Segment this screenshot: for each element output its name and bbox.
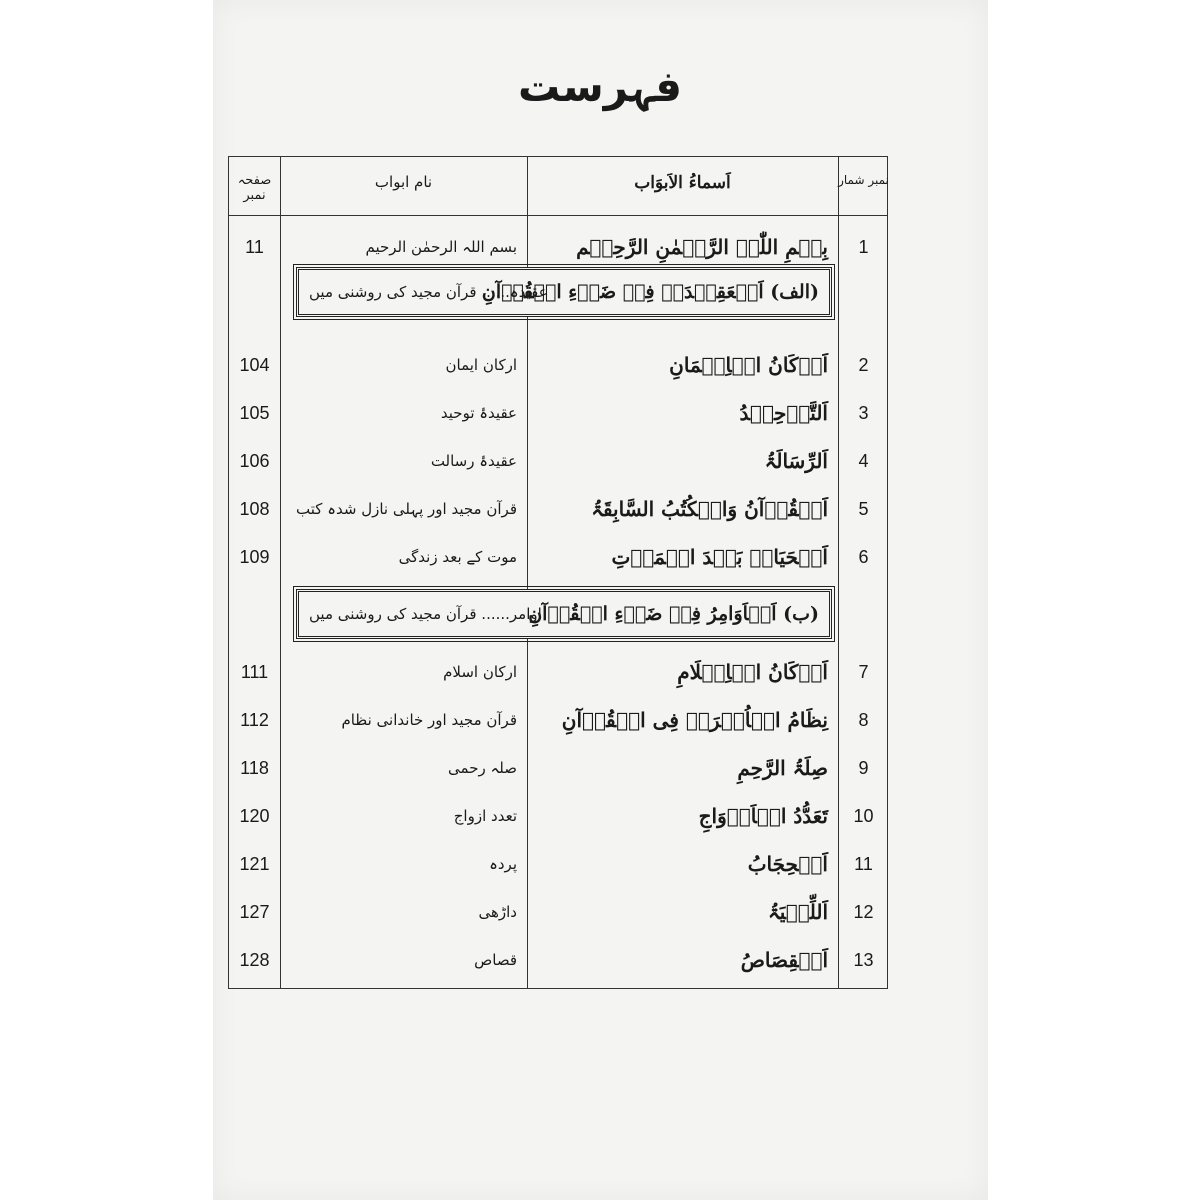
row-serial: 7 (858, 662, 869, 682)
row-arabic: اَلۡحَیَاۃُ بَعۡدَ الۡمَوۡتِ (611, 545, 828, 569)
table-row (229, 652, 887, 692)
section-urdu: اوامر...... قرآن مجید کی روشنی میں (309, 605, 542, 623)
section-heading-b (296, 589, 832, 639)
row-serial: 9 (858, 758, 869, 778)
table-row (229, 940, 887, 980)
table-row (229, 345, 887, 385)
row-page: 111 (240, 662, 269, 682)
row-urdu: ارکان اسلام (443, 663, 517, 681)
row-serial: 10 (853, 806, 874, 826)
row-page: 109 (239, 547, 270, 567)
row-urdu: تعدد ازواج (453, 807, 517, 825)
table-row (229, 748, 887, 788)
row-arabic: نِظَامُ الۡاُسۡرَۃِ فِی الۡقُرۡآنِ (561, 708, 828, 732)
row-arabic: بِسۡمِ اللّٰہِ الرَّحۡمٰنِ الرَّحِیۡم (576, 235, 828, 259)
table-row (229, 441, 887, 481)
header-divider (229, 215, 887, 216)
row-serial: 12 (853, 902, 874, 922)
row-urdu: عقیدۂ رسالت (430, 452, 517, 470)
row-serial: 2 (858, 355, 869, 375)
row-urdu: ارکان ایمان (445, 356, 517, 374)
section-heading-a (296, 267, 832, 317)
row-page: 11 (245, 237, 264, 257)
section-arabic: (الف) اَلۡعَقِیۡدَۃُ فِیۡ ضَوۡءِ الۡقُرۡآنِ (481, 281, 819, 303)
row-page: 118 (240, 758, 269, 778)
row-serial: 4 (858, 451, 869, 471)
row-arabic: اَلۡحِجَابُ (747, 852, 828, 876)
table-row (229, 892, 887, 932)
row-serial: 13 (853, 950, 874, 970)
header-serial: نمبر شمار (838, 173, 889, 187)
row-arabic: تَعَدُّدُ الۡاَزۡوَاجِ (698, 804, 828, 828)
row-urdu: بسم اللہ الرحمٰن الرحیم (365, 238, 517, 256)
row-arabic: اَرۡکَانُ الۡاِسۡلَامِ (677, 660, 828, 684)
row-urdu: قصاص (474, 951, 517, 969)
row-arabic: اَرۡکَانُ الۡاِیۡمَانِ (669, 353, 828, 377)
header-arabic-names: اَسماءُ الاَبوَاب (634, 173, 731, 193)
row-urdu: موت کے بعد زندگی (398, 548, 517, 566)
row-serial: 1 (858, 237, 869, 257)
row-serial: 11 (854, 854, 873, 874)
row-arabic: اَلرِّسَالَۃُ (764, 449, 828, 473)
row-serial: 5 (858, 499, 869, 519)
row-serial: 3 (858, 403, 869, 423)
row-urdu: قرآن مجید اور پہلی نازل شدہ کتب (296, 500, 517, 518)
table-row (229, 796, 887, 836)
row-urdu: پردہ (489, 855, 517, 873)
header-urdu-names: نام ابواب (374, 173, 433, 191)
row-page: 106 (239, 451, 270, 471)
table-row (229, 700, 887, 740)
table-row (229, 489, 887, 529)
header-page-number: صفحہ نمبر (237, 173, 272, 203)
section-arabic: (ب) اَلۡاَوَامِرُ فِیۡ ضَوۡءِ الۡقُرۡآنِ (528, 603, 819, 625)
row-page: 105 (239, 403, 270, 423)
row-serial: 6 (858, 547, 869, 567)
row-urdu: عقیدۂ توحید (440, 404, 517, 422)
row-urdu: داڑھی (478, 903, 517, 921)
row-page: 128 (239, 950, 270, 970)
row-urdu: قرآن مجید اور خاندانی نظام (341, 711, 517, 729)
row-page: 112 (240, 710, 269, 730)
row-urdu: صلہ رحمی (448, 759, 517, 777)
page-title: فہرست (517, 62, 682, 111)
table-row (229, 227, 887, 267)
row-page: 127 (239, 902, 270, 922)
section-urdu: عقیدہ...... قرآن مجید کی روشنی میں (309, 283, 548, 301)
row-page: 104 (239, 355, 270, 375)
contents-table (228, 156, 888, 989)
row-arabic: اَللِّحۡیَۃُ (767, 900, 828, 924)
table-row (229, 537, 887, 577)
row-page: 121 (239, 854, 270, 874)
table-row (229, 844, 887, 884)
row-page: 108 (239, 499, 270, 519)
row-arabic: صِلَۃُ الرَّحِمِ (737, 756, 828, 780)
row-page: 120 (239, 806, 270, 826)
row-arabic: اَلۡقُرۡآنُ وَالۡکُتُبُ السَّابِقَۃُ (591, 497, 828, 521)
row-arabic: اَلتَّوۡحِیۡدُ (739, 401, 828, 425)
table-row (229, 393, 887, 433)
row-serial: 8 (858, 710, 869, 730)
row-arabic: اَلۡقِصَاصُ (740, 948, 828, 972)
